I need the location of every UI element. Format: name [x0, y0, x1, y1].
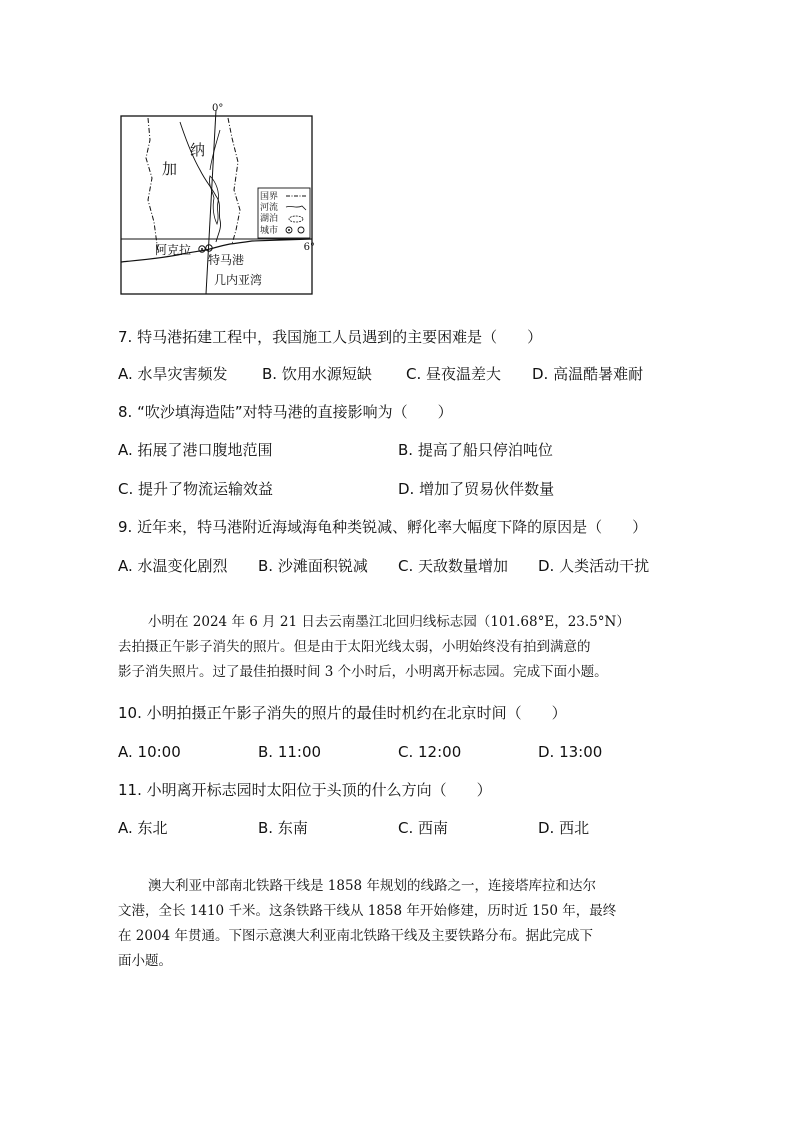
question-11-stem: 11. 小明离开标志园时太阳位于头顶的什么方向（ ） — [118, 781, 492, 799]
gulf-label: 几内亚湾 — [214, 273, 263, 287]
question-8-option-d: D. 增加了贸易伙伴数量 — [398, 480, 555, 498]
question-11-option-a: A. 东北 — [118, 819, 168, 837]
latitude-label: 6° — [303, 242, 315, 253]
question-8-option-c: C. 提升了物流运输效益 — [118, 480, 274, 498]
question-11-options — [118, 818, 678, 838]
ghana-map — [120, 100, 316, 298]
question-9-option-c: C. 天敌数量增加 — [398, 557, 509, 575]
question-8-option-a: A. 拓展了港口腹地范围 — [118, 441, 273, 459]
passage-1 — [118, 610, 678, 685]
tema-label: 特马港 — [208, 253, 245, 267]
question-7-option-a: A. 水旱灾害频发 — [118, 365, 228, 383]
question-8-options-row2 — [118, 479, 678, 499]
question-9-option-d: D. 人类活动干扰 — [538, 557, 650, 575]
passage-1-line: 去拍摄正午影子消失的照片。但是由于太阳光线太弱，小明始终没有拍到满意的 — [118, 639, 591, 655]
ghana-map-svg — [120, 100, 316, 298]
question-9-stem: 9. 近年来，特马港附近海域海龟种类锐减、孵化率大幅度下降的原因是（ ） — [118, 518, 648, 536]
question-8-option-b: B. 提高了船只停泊吨位 — [398, 441, 553, 459]
question-11-option-c: C. 西南 — [398, 819, 449, 837]
legend-lake: 湖泊 — [260, 214, 279, 224]
passage-2-line: 文港，全长 1410 千米。这条铁路干线从 1858 年开始修建，历时近 150 年，最终 — [118, 903, 617, 919]
question-7-stem: 7. 特马港拓建工程中，我国施工人员遇到的主要困难是（ ） — [118, 328, 543, 346]
passage-2-line: 在 2004 年贯通。下图示意澳大利亚南北铁路干线及主要铁路分布。据此完成下 — [118, 928, 593, 944]
question-10-option-a: A. 10:00 — [118, 743, 181, 761]
question-11-option-d: D. 西北 — [538, 819, 590, 837]
longitude-label: 0° — [212, 103, 224, 114]
legend-river: 河流 — [260, 203, 279, 213]
question-7-option-c: C. 昼夜温差大 — [406, 365, 502, 383]
question-8-options-row1 — [118, 440, 678, 460]
question-9-option-a: A. 水温变化剧烈 — [118, 557, 228, 575]
question-10-option-b: B. 11:00 — [258, 743, 322, 761]
question-10-option-c: C. 12:00 — [398, 743, 462, 761]
question-11-option-b: B. 东南 — [258, 819, 308, 837]
country-label-2: 纳 — [190, 141, 206, 159]
question-7-options — [118, 364, 678, 384]
passage-2 — [118, 874, 678, 974]
question-10-option-d: D. 13:00 — [538, 743, 603, 761]
question-9-options — [118, 556, 678, 576]
question-9-option-b: B. 沙滩面积锐减 — [258, 557, 368, 575]
legend-border: 国界 — [260, 192, 279, 202]
question-8-stem: 8. “吹沙填海造陆”对特马港的直接影响为（ ） — [118, 403, 453, 421]
question-7-option-b: B. 饮用水源短缺 — [262, 365, 372, 383]
question-10-stem: 10. 小明拍摄正午影子消失的照片的最佳时机约在北京时间（ ） — [118, 704, 567, 722]
passage-1-line: 小明在 2024 年 6 月 21 日去云南墨江北回归线标志园（101.68°E，23.5°N） — [148, 614, 630, 630]
passage-2-line: 澳大利亚中部南北铁路干线是 1858 年规划的线路之一，连接塔库拉和达尔 — [148, 878, 596, 894]
passage-1-line: 影子消失照片。过了最佳拍摄时间 3 个小时后，小明离开标志园。完成下面小题。 — [118, 664, 608, 680]
country-label-1: 加 — [162, 160, 178, 178]
question-7-option-d: D. 高温酷暑难耐 — [532, 365, 644, 383]
accra-label: 阿克拉 — [155, 243, 192, 257]
question-10-options — [118, 742, 678, 762]
passage-2-line: 面小题。 — [118, 953, 172, 969]
legend-city: 城市 — [260, 226, 279, 236]
